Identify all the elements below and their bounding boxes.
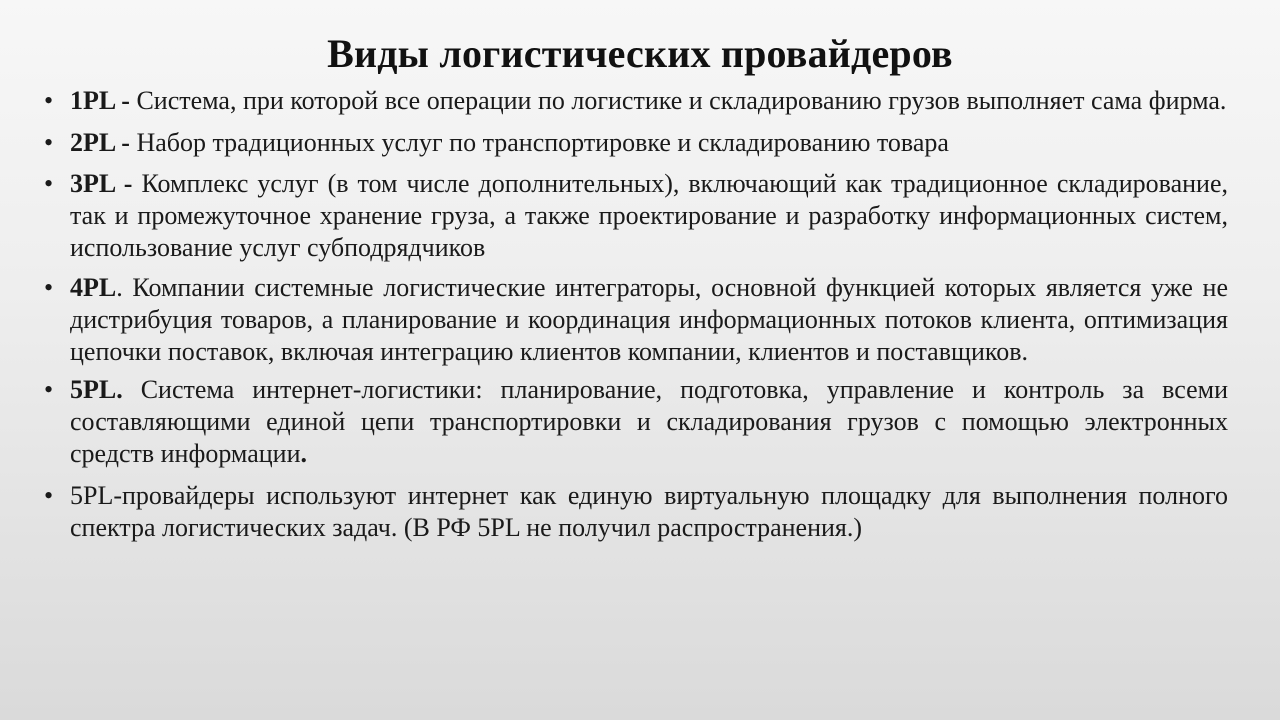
list-item-1pl	[44, 85, 1228, 117]
bullet-icon: •	[44, 375, 54, 404]
list-item-3pl	[44, 168, 1228, 264]
list-item-4pl	[44, 272, 1228, 368]
bullet-icon: •	[44, 128, 54, 157]
item-text: Система интернет-логистики: планирование, подготовка, управление и контроль за всеми составляющими единой цепи транспортировки и складирования грузов с помощью электронных средств информации	[70, 375, 1228, 468]
bullet-icon: •	[44, 481, 54, 510]
item-text: Система, при которой все операции по логистике и складированию грузов выполняет сама фирма.	[129, 86, 1227, 115]
item-lead: 3PL -	[70, 169, 133, 198]
item-text: 5PL-провайдеры используют интернет как единую виртуальную площадку для выполнения полного спектра логистических задач. (В РФ 5PL не получил распространения.)	[70, 481, 1228, 542]
item-lead: 4PL	[70, 273, 117, 302]
bullet-icon: •	[44, 273, 54, 302]
item-lead: 5PL.	[70, 375, 123, 404]
item-lead: 1PL -	[70, 86, 130, 115]
bullet-icon: •	[44, 169, 54, 198]
list-item-5pl-providers	[44, 480, 1228, 544]
bullet-list	[44, 85, 1228, 554]
item-text: Комплекс услуг (в том числе дополнительных), включающий как традиционное складирование, так и промежуточное хранение груза, а также проектирование и разработку информационных систем, использование услуг субподрядчиков	[70, 169, 1229, 262]
item-text: . Компании системные логистические интеграторы, основной функцией которых является уже не дистрибуция товаров, а планирование и координация информационных потоков клиента, оптимизация цепочки поставок, включая интеграцию клиентов компании, клиентов и поставщиков.	[70, 273, 1228, 366]
bullet-icon: •	[44, 86, 54, 115]
list-item-2pl	[44, 127, 1228, 159]
slide-title: Виды логистических провайдеров	[327, 31, 953, 76]
item-tail: .	[300, 439, 307, 468]
item-text: Набор традиционных услуг по транспортировке и складированию товара	[129, 128, 949, 157]
item-lead: 2PL -	[70, 128, 130, 157]
list-item-5pl	[44, 374, 1228, 470]
